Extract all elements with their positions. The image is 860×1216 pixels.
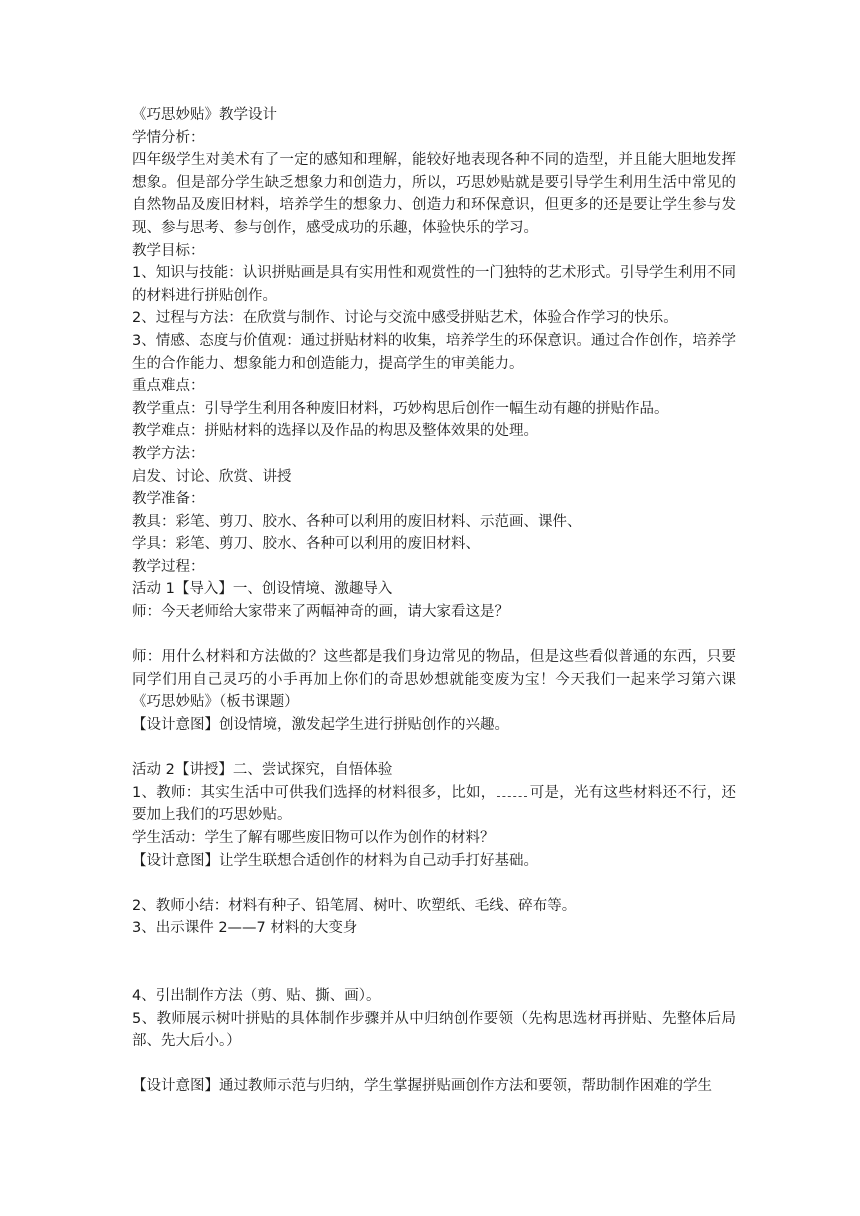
- goal-2: 2、过程与方法：在欣赏与制作、讨论与交流中感受拼贴艺术，体验合作学习的快乐。: [132, 310, 678, 327]
- activity-1-intent: 【设计意图】创设情境，激发起学生进行拼贴创作的兴趣。: [132, 717, 509, 734]
- methods-heading: 教学方法：: [132, 445, 205, 462]
- spacer: [132, 624, 736, 647]
- activity-2-item1-post: 可是，光有这些材料还不行，还要加上我们的巧思妙贴。: [132, 784, 736, 824]
- key-point: 教学重点：引导学生利用各种废旧材料，巧妙构思后创作一幅生动有趣的拼贴作品。: [132, 400, 669, 417]
- spacer: [132, 737, 736, 760]
- analysis-heading: 学情分析：: [132, 129, 205, 146]
- process-heading: 教学过程：: [132, 558, 205, 575]
- goal-1: 1、知识与技能：认识拼贴画是具有实用性和观赏性的一门独特的艺术形式。引导学生利用不同的材料进行拼贴创作。: [132, 265, 736, 304]
- activity-2-item1-pre: 1、教师：其实生活中可供我们选择的材料很多，比如，: [132, 784, 496, 801]
- document-body: [132, 104, 736, 1098]
- activity-2-intent2: 【设计意图】通过教师示范与归纳，学生掌握拼贴画创作方法和要领，帮助制作困难的学生: [132, 1078, 712, 1095]
- key-heading: 重点难点：: [132, 378, 205, 395]
- spacer: [132, 1053, 736, 1076]
- activity-2-heading: 活动 2【讲授】二、尝试探究，自悟体验: [132, 762, 393, 779]
- activity-1-line1: 师：今天老师给大家带来了两幅神奇的画，请大家看这是？: [132, 604, 509, 621]
- activity-2-intent1: 【设计意图】让学生联想合适创作的材料为自己动手打好基础。: [132, 852, 538, 869]
- analysis-text: 四年级学生对美术有了一定的感知和理解，能较好地表现各种不同的造型，并且能大胆地发挥想象。但是部分学生缺乏想象力和创造力，所以，巧思妙贴就是要引导学生利用生活中常见的自然物品及废旧材料，培养学生的想象力、创造力和环保意识，但更多的还是要让学生参与发现、参与思考、参与创作，感受成功的乐趣，体验快乐的学习。: [132, 152, 736, 236]
- methods-text: 启发、讨论、欣赏、讲授: [132, 468, 292, 485]
- student-tools: 学具：彩笔、剪刀、胶水、各种可以利用的废旧材料、: [132, 536, 480, 553]
- spacer: [132, 872, 736, 895]
- fill-in-blank: [497, 784, 527, 797]
- spacer: [132, 940, 736, 985]
- goal-3: 3、情感、态度与价值观：通过拼贴材料的收集，培养学生的环保意识。通过合作创作，培养学生的合作能力、想象能力和创造能力，提高学生的审美能力。: [132, 332, 736, 372]
- prep-heading: 教学准备：: [132, 491, 205, 508]
- activity-2-item1: [132, 782, 736, 827]
- activity-2-item5: 5、教师展示树叶拼贴的具体制作步骤并从中归纳创作要领（先构思选材再拼贴、先整体后局部、先大后小。）: [132, 1010, 736, 1050]
- teacher-tools: 教具：彩笔、剪刀、胶水、各种可以利用的废旧材料、示范画、课件、: [132, 513, 582, 530]
- activity-2-item4: 4、引出制作方法（剪、贴、撕、画）。: [132, 987, 381, 1004]
- activity-2-item2: 2、教师小结：材料有种子、铅笔屑、树叶、吹塑纸、毛线、碎布等。: [132, 897, 577, 914]
- goals-heading: 教学目标：: [132, 242, 205, 259]
- activity-1-heading: 活动 1【导入】一、创设情境、激趣导入: [132, 581, 393, 598]
- activity-2-student: 学生活动：学生了解有哪些废旧物可以作为创作的材料？: [132, 830, 495, 846]
- difficult-point: 教学难点：拼贴材料的选择以及作品的构思及整体效果的处理。: [132, 423, 538, 440]
- activity-2-item3: 3、出示课件 2——7 材料的大变身: [132, 920, 358, 937]
- doc-title: 《巧思妙贴》教学设计: [132, 107, 277, 123]
- activity-1-line2: 师：用什么材料和方法做的？这些都是我们身边常见的物品，但是这些看似普通的东西，只要同学们用自己灵巧的小手再加上你们的奇思妙想就能变废为宝！今天我们一起来学习第六课《巧思妙贴》（板书课题）: [132, 649, 736, 711]
